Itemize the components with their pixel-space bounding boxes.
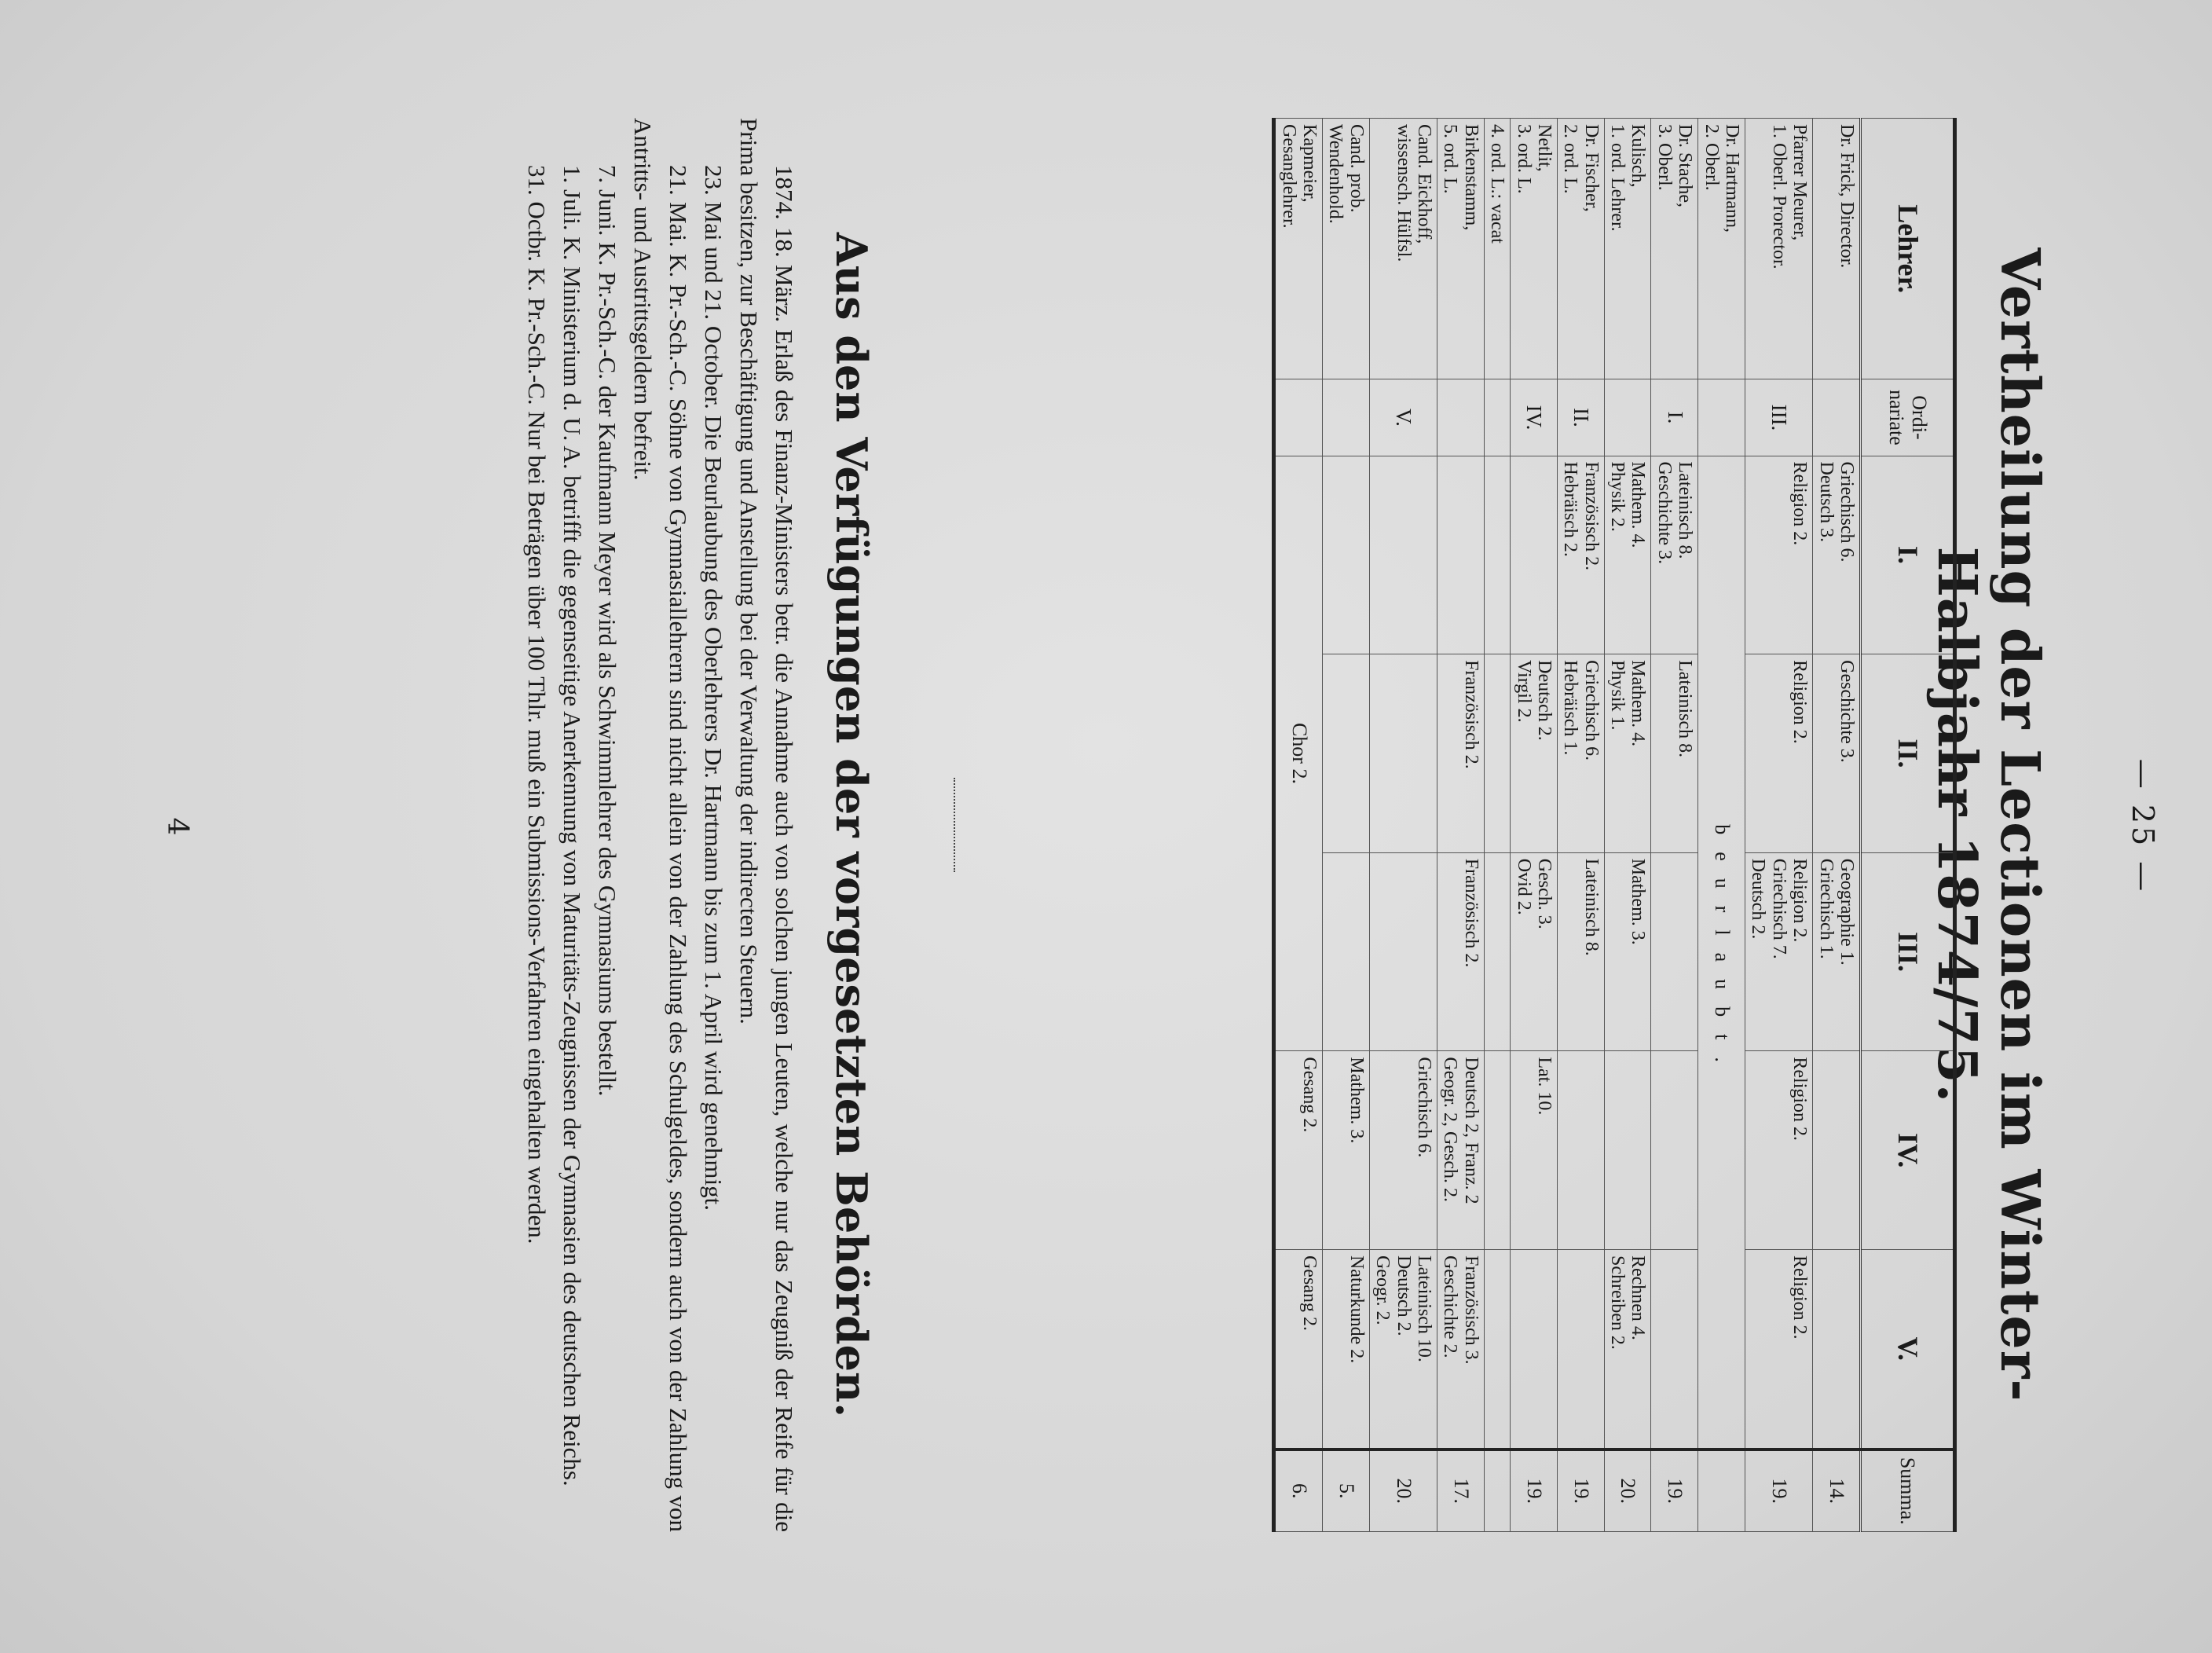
summa-cell: 19. [1557, 1450, 1604, 1532]
cell-line: Physik 2. [1607, 461, 1628, 532]
table-row [1369, 119, 1437, 1532]
teacher-cell [1651, 119, 1698, 379]
cell-line: Dr. Hartmann, [1722, 124, 1743, 233]
table-title: Vertheilung der Lectionen im Winter-Halbjahr 1874/75. [1925, 247, 2051, 1402]
class-5-cell [1604, 1249, 1651, 1449]
cell-line: Griechisch 6. [1837, 461, 1857, 563]
teacher-cell [1511, 119, 1558, 379]
class-3-cell [1604, 852, 1651, 1051]
class-5-cell [1813, 1249, 1861, 1449]
header-class-2: II. [1861, 654, 1955, 853]
class-1-cell [1651, 456, 1698, 654]
class-1-cell [1511, 456, 1558, 654]
class-2-cell [1511, 654, 1558, 853]
table-row [1813, 119, 1861, 1532]
summa-cell: 19. [1511, 1450, 1558, 1532]
cell-line: Gesch. 3. [1533, 858, 1555, 929]
cell-line: Hebräisch 2. [1560, 461, 1581, 557]
ordinariate-cell [1604, 379, 1651, 456]
class-2-cell [1813, 654, 1861, 853]
class-1-cell [1484, 456, 1510, 654]
header-class-1: I. [1861, 456, 1955, 654]
cell-line: 2. Oberl. [1701, 124, 1722, 191]
class-5-cell [1557, 1249, 1604, 1449]
class-4-cell [1745, 1051, 1813, 1250]
class-5-cell [1745, 1249, 1813, 1449]
cell-line: Lateinisch 8. [1580, 858, 1602, 956]
class-4-cell [1369, 1051, 1437, 1250]
teacher-cell [1698, 119, 1745, 379]
class-4-cell [1323, 1051, 1370, 1250]
class-2-cell [1369, 654, 1437, 853]
dotted-separator [954, 778, 955, 872]
class-5-cell [1323, 1249, 1370, 1449]
class-5-cell [1437, 1249, 1484, 1449]
class-1-cell [1745, 456, 1813, 654]
ordinariate-cell [1274, 379, 1323, 456]
cell-line: Mathem. 4. [1628, 461, 1649, 548]
cell-line: Lat. 10. [1533, 1057, 1555, 1116]
class-3-cell [1511, 852, 1558, 1051]
teacher-cell [1369, 119, 1437, 379]
ordinariate-cell [1323, 379, 1370, 456]
cell-line: Ovid 2. [1513, 858, 1534, 915]
class-1-cell [1437, 456, 1484, 654]
class-3-cell [1813, 852, 1861, 1051]
cell-line: Lateinisch 8. [1675, 660, 1696, 758]
class-3-cell [1369, 852, 1437, 1051]
class-4-cell [1274, 1051, 1323, 1250]
ordinariate-cell: V. [1369, 379, 1437, 456]
teacher-cell [1557, 119, 1604, 379]
section-heading: Aus den Verfügungen der vorgesetzten Behörden. [826, 232, 877, 1418]
summa-cell: 14. [1813, 1450, 1861, 1532]
cell-line: Geschichte 3. [1654, 461, 1675, 565]
cell-line: Religion 2. [1789, 1057, 1811, 1142]
cell-line: Hebräisch 1. [1560, 660, 1581, 756]
class-1-cell [1323, 456, 1370, 654]
table-row [1698, 119, 1745, 1532]
cell-line: 2. ord. L. [1560, 124, 1581, 194]
table-row [1745, 119, 1813, 1532]
cell-line: Kapmeier, [1299, 124, 1320, 203]
cell-line: Deutsch 2, Franz. 2 [1460, 1057, 1481, 1204]
class-2-cell [1651, 654, 1698, 853]
header-ordinariate: Ordi- nariate [1861, 379, 1955, 456]
table-header-row [1861, 119, 1955, 1532]
class-3-cell [1651, 852, 1698, 1051]
class-1-cell [1604, 456, 1651, 654]
cell-line: Französisch 3. [1460, 1255, 1481, 1365]
decree-paragraph: 31. Octbr. K. Pr.-Sch.-C. Nur bei Beträgen über 100 Thlr. muß ein Submissions-Verfahren eingehalten werden. [523, 165, 551, 1244]
cell-line: Französisch 2. [1460, 858, 1481, 968]
ordinariate-cell: IV. [1511, 379, 1558, 456]
table-row [1651, 119, 1698, 1532]
cell-line: Netlit, [1533, 124, 1555, 172]
cell-line: 5. ord. L. [1440, 124, 1461, 194]
summa-cell: 5. [1323, 1450, 1370, 1532]
summa-cell: 20. [1604, 1450, 1651, 1532]
class-5-cell [1369, 1249, 1437, 1449]
header-class-3: III. [1861, 852, 1955, 1051]
teacher-cell [1604, 119, 1651, 379]
ordinariate-cell: I. [1651, 379, 1698, 456]
table-row [1274, 119, 1323, 1532]
cell-line: Wendenhold. [1325, 124, 1346, 224]
decree-paragraph: 21. Mai. K. Pr.-Sch.-C. Söhne von Gymnasiallehrern sind nicht allein von der Zahlung des Schulgeldes, sondern auch von der Zahlung von Antritts- und Austrittsgeldern befreit. [629, 118, 692, 1532]
cell-line: Cand. prob. [1346, 124, 1367, 213]
summa-cell: 20. [1369, 1450, 1437, 1532]
header-summa: Summa. [1861, 1450, 1955, 1532]
decree-paragraph: 1. Juli. K. Ministerium d. U. A. betrifft die gegenseitige Anerkennung von Maturitäts-Zeugnissen der Gymnasien des deutschen Reichs. [558, 165, 586, 1486]
class-4-cell [1511, 1051, 1558, 1250]
decree-paragraph: 23. Mai und 21. October. Die Beurlaubung des Oberlehrers Dr. Hartmann bis zum 1. April wird genehmigt. [700, 165, 727, 1211]
summa-cell [1484, 1450, 1510, 1532]
header-teacher: Lehrer. [1861, 119, 1955, 379]
class-4-cell [1437, 1051, 1484, 1250]
table-row [1557, 119, 1604, 1532]
class-3-cell [1323, 852, 1370, 1051]
class-1-cell [1369, 456, 1437, 654]
ordinariate-cell [1437, 379, 1484, 456]
cell-line: Virgil 2. [1513, 660, 1534, 723]
class-2-cell [1484, 654, 1510, 853]
table-row [1437, 119, 1484, 1532]
cell-line: Geschichte 2. [1440, 1255, 1461, 1358]
ordinariate-cell [1698, 379, 1745, 456]
cell-line: Mathem. 3. [1628, 858, 1649, 945]
cell-line: Lateinisch 10. [1413, 1255, 1434, 1362]
cell-line: Rechnen 4. [1628, 1255, 1649, 1340]
class-4-cell [1604, 1051, 1651, 1250]
cell-line: Griechisch 7. [1768, 858, 1789, 959]
cell-line: Deutsch 3. [1815, 461, 1837, 543]
class-3-cell [1745, 852, 1813, 1051]
ordinariate-cell: II. [1557, 379, 1604, 456]
header-class-4: IV. [1861, 1051, 1955, 1250]
cell-line: Cand. Eickhoff, [1413, 124, 1434, 244]
class-2-cell [1437, 654, 1484, 853]
cell-line: Griechisch 1. [1815, 858, 1837, 959]
cell-line: Lateinisch 8. [1675, 461, 1696, 559]
cell-line: Religion 2. [1789, 858, 1811, 943]
cell-line: Griechisch 6. [1413, 1057, 1434, 1158]
cell-line: Gesang 2. [1299, 1057, 1320, 1133]
cell-line: Deutsch 2. [1393, 1255, 1414, 1336]
table-row [1484, 119, 1510, 1532]
class-2-cell [1745, 654, 1813, 853]
table-row [1511, 119, 1558, 1532]
teacher-cell [1745, 119, 1813, 379]
class-2-cell [1604, 654, 1651, 853]
cell-line: Gesanglehrer. [1278, 124, 1299, 229]
class-1-cell [1557, 456, 1604, 654]
cell-line: Mathem. 4. [1628, 660, 1649, 747]
cell-line: Deutsch 2. [1533, 660, 1555, 741]
teacher-cell [1437, 119, 1484, 379]
class-2-cell [1323, 654, 1370, 853]
class-1-cell [1813, 456, 1861, 654]
class-5-cell [1484, 1249, 1510, 1449]
lesson-distribution-table [1272, 118, 1957, 1532]
page-number: — 25 — [2126, 758, 2160, 895]
cell-line: 4. ord. L.: vacat [1487, 124, 1508, 244]
class-3-cell [1437, 852, 1484, 1051]
cell-line: Deutsch 2. [1748, 858, 1769, 940]
cell-line: Gesang 2. [1299, 1255, 1320, 1331]
cell-line: Dr. Stache, [1675, 124, 1696, 207]
cell-line: Pfarrer Meurer, [1789, 124, 1811, 241]
table-row [1604, 119, 1651, 1532]
cell-line: Kulisch, [1628, 124, 1649, 188]
class-4-cell [1557, 1051, 1604, 1250]
cell-line: wissensch. Hülfsl. [1393, 124, 1414, 262]
cell-line: Griechisch 6. [1580, 660, 1602, 761]
ordinariate-cell [1484, 379, 1510, 456]
class-5-cell [1651, 1249, 1698, 1449]
cell-line: Physik 1. [1607, 660, 1628, 731]
ordinariate-cell: III. [1745, 379, 1813, 456]
class-5-cell [1511, 1249, 1558, 1449]
teacher-cell [1484, 119, 1510, 379]
cell-line: Schreiben 2. [1607, 1255, 1628, 1350]
vacation-cell: beurlaubt. [1698, 456, 1745, 1450]
class-3-cell [1557, 852, 1604, 1051]
class-4-cell [1651, 1051, 1698, 1250]
teacher-cell [1813, 119, 1861, 379]
cell-line: Religion 2. [1789, 1255, 1811, 1340]
cell-line: Französisch 2. [1460, 660, 1481, 769]
table-body [1274, 119, 1861, 1532]
cell-line: Dr. Frick, Director. [1837, 124, 1857, 269]
class-4-cell [1813, 1051, 1861, 1250]
cell-line: Naturkunde 2. [1346, 1255, 1367, 1364]
cell-line: Religion 2. [1789, 461, 1811, 546]
decree-paragraph: 7. Juni. K. Pr.-Sch.-C. der Kaufmann Meyer wird als Schwimmlehrer des Gymnasiums bestellt. [594, 165, 621, 1097]
cell-line: 3. Oberl. [1654, 124, 1675, 191]
header-class-5: V. [1861, 1249, 1955, 1449]
cell-line: Geogr. 2, Gesch. 2. [1440, 1057, 1461, 1202]
ordinariate-cell [1813, 379, 1861, 456]
cell-line: Mathem. 3. [1346, 1057, 1367, 1144]
cell-line: Religion 2. [1789, 660, 1811, 744]
cell-line: Birkenstamm, [1460, 124, 1481, 231]
class-2-cell [1557, 654, 1604, 853]
cell-line: Geographie 1. [1837, 858, 1857, 966]
cell-line: Geogr. 2. [1372, 1255, 1393, 1325]
sheet-signature: 4 [161, 817, 193, 836]
cell-line: 1. Oberl. Prorector. [1768, 124, 1789, 269]
cell-line: 3. ord. L. [1513, 124, 1534, 194]
class-4-cell [1484, 1051, 1510, 1250]
cell-line: Dr. Fischer, [1580, 124, 1602, 212]
teacher-cell [1274, 119, 1323, 379]
summa-cell: 19. [1745, 1450, 1813, 1532]
summa-cell [1698, 1450, 1745, 1532]
cell-line: 1. ord. Lehrer. [1607, 124, 1628, 232]
class-3-cell [1484, 852, 1510, 1051]
cell-line: Französisch 2. [1580, 461, 1602, 571]
summa-cell: 17. [1437, 1450, 1484, 1532]
summa-cell: 6. [1274, 1450, 1323, 1532]
teacher-cell [1323, 119, 1370, 379]
cell-line: Geschichte 3. [1837, 660, 1857, 763]
table-row [1323, 119, 1370, 1532]
decree-paragraph: 1874. 18. März. Erlaß des Finanz-Ministers betr. die Annahme auch von solchen jungen Leuten, welche nur das Zeugniß der Reife für die Prima besitzen, zur Beschäftigung und Anstellung bei der Verwaltung der indirecten Steuern. [735, 118, 798, 1532]
class-5-cell [1274, 1249, 1323, 1449]
decrees-text [519, 118, 802, 1532]
summa-cell: 19. [1651, 1450, 1698, 1532]
choir-cell: Chor 2. [1274, 456, 1323, 1051]
